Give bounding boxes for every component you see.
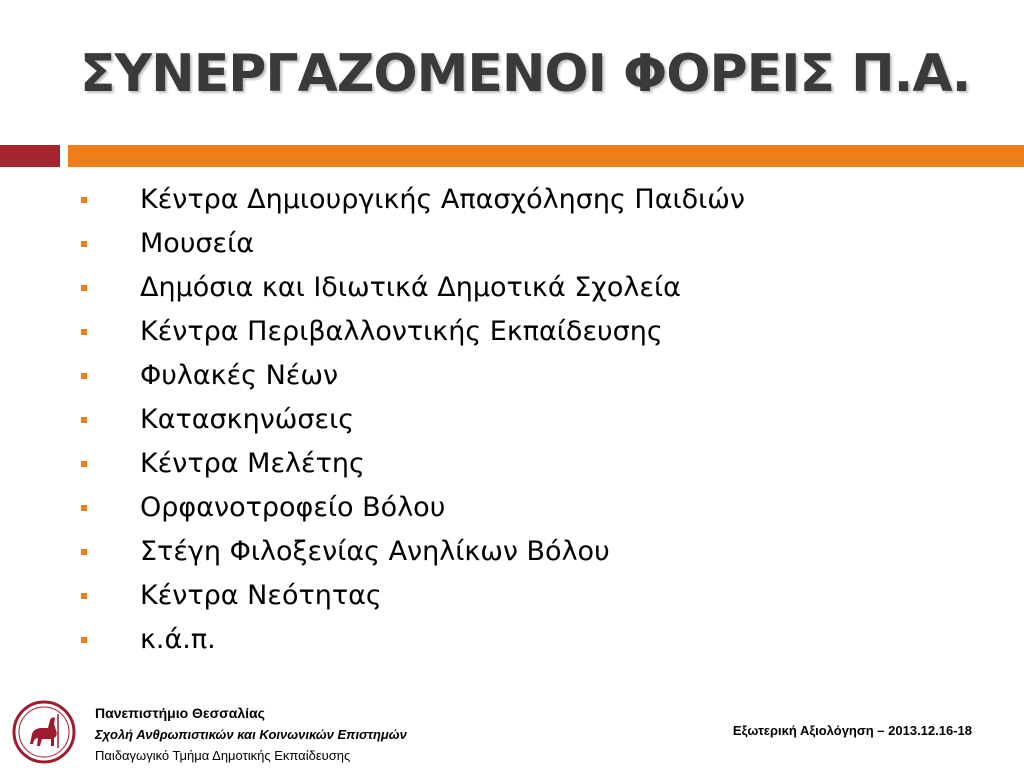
accent-bar-left bbox=[0, 145, 60, 167]
bullet-square-icon bbox=[81, 197, 87, 203]
bullet-text: Δημόσια και Ιδιωτικά Δημοτικά Σχολεία bbox=[140, 272, 681, 303]
footer-school: Σχολή Ανθρωπιστικών και Κοινωνικών Επιστημών bbox=[95, 727, 407, 742]
bullet-text: Στέγη Φιλοξενίας Ανηλίκων Βόλου bbox=[140, 536, 610, 567]
bullet-text: Κέντρα Περιβαλλοντικής Εκπαίδευσης bbox=[140, 316, 663, 347]
footer-evaluation: Εξωτερική Αξιολόγηση – 2013.12.16-18 bbox=[732, 723, 972, 738]
slide-title: ΣΥΝΕΡΓΑΖΟΜΕΝΟΙ ΦΟΡΕΙΣ Π.Α. bbox=[80, 44, 971, 104]
bullet-square-icon bbox=[81, 461, 87, 467]
bullet-square-icon bbox=[81, 417, 87, 423]
university-seal-icon bbox=[12, 700, 76, 764]
accent-bar-right bbox=[68, 145, 1024, 167]
bullet-text: Μουσεία bbox=[140, 228, 255, 259]
bullet-text: Κέντρα Νεότητας bbox=[140, 580, 382, 611]
bullet-square-icon bbox=[81, 593, 87, 599]
bullet-square-icon bbox=[81, 329, 87, 335]
footer-university: Πανεπιστήμιο Θεσσαλίας bbox=[95, 705, 265, 721]
bullet-square-icon bbox=[81, 373, 87, 379]
bullet-square-icon bbox=[81, 549, 87, 555]
bullet-text: κ.ά.π. bbox=[140, 624, 216, 655]
bullet-text: Κέντρα Δημιουργικής Απασχόλησης Παιδιών bbox=[140, 184, 745, 215]
bullet-text: Φυλακές Νέων bbox=[140, 360, 339, 391]
bullet-square-icon bbox=[81, 637, 87, 643]
footer-institution bbox=[95, 703, 407, 766]
bullet-square-icon bbox=[81, 505, 87, 511]
bullet-square-icon bbox=[81, 285, 87, 291]
bullet-text: Ορφανοτροφείο Βόλου bbox=[140, 492, 446, 523]
bullet-square-icon bbox=[81, 241, 87, 247]
footer-department: Παιδαγωγικό Τμήμα Δημοτικής Εκπαίδευσης bbox=[95, 748, 351, 763]
bullet-text: Κέντρα Μελέτης bbox=[140, 448, 365, 479]
bullet-text: Κατασκηνώσεις bbox=[140, 404, 355, 435]
